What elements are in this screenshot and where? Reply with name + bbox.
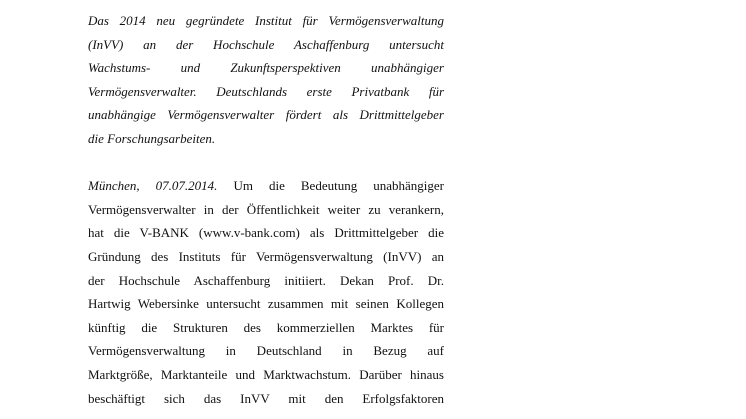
body-line: beschäftigt sich das InVV mit den Erfolgsfaktoren (88, 390, 444, 406)
body-line: hat die V-BANK (www.v-bank.com) als Drittmittelgeber die (88, 225, 444, 241)
intro-line: die Forschungsarbeiten. (88, 130, 216, 146)
body-line: Marktgröße, Marktanteile und Marktwachstum. Darüber hinaus (88, 366, 444, 382)
intro-line: Vermögensverwalter. Deutschlands erste Privatbank für (88, 83, 444, 99)
body-line: Vermögensverwalter in der Öffentlichkeit weiter zu verankern, (88, 201, 444, 217)
body-line: künftig die Strukturen des kommerziellen Marktes für (88, 319, 444, 335)
body-line: Hartwig Webersinke untersucht zusammen mit seinen Kollegen (88, 296, 444, 312)
intro-line: Wachstums- und Zukunftsperspektiven unabhängiger (88, 60, 444, 76)
intro-line: Das 2014 neu gegründete Institut für Vermögensverwaltung (88, 13, 444, 28)
intro-line: (InVV) an der Hochschule Aschaffenburg untersucht (88, 36, 444, 52)
body-paragraph (88, 174, 444, 410)
dateline: München, 07.07.2014. (88, 178, 218, 194)
intro-paragraph (88, 9, 444, 151)
body-first-line-text: Um die Bedeutung unabhängiger (217, 178, 444, 194)
press-release-text (88, 9, 444, 410)
body-line: der Hochschule Aschaffenburg initiiert. Dekan Prof. Dr. (88, 272, 444, 288)
body-line: Gründung des Instituts für Vermögensverwaltung (InVV) an (88, 248, 444, 264)
paragraph-gap (88, 151, 444, 175)
body-first-line (88, 174, 444, 198)
body-line: Vermögensverwaltung in Deutschland in Bezug auf (88, 343, 444, 359)
intro-line: unabhängige Vermögensverwalter fördert als Drittmittelgeber (88, 107, 444, 123)
